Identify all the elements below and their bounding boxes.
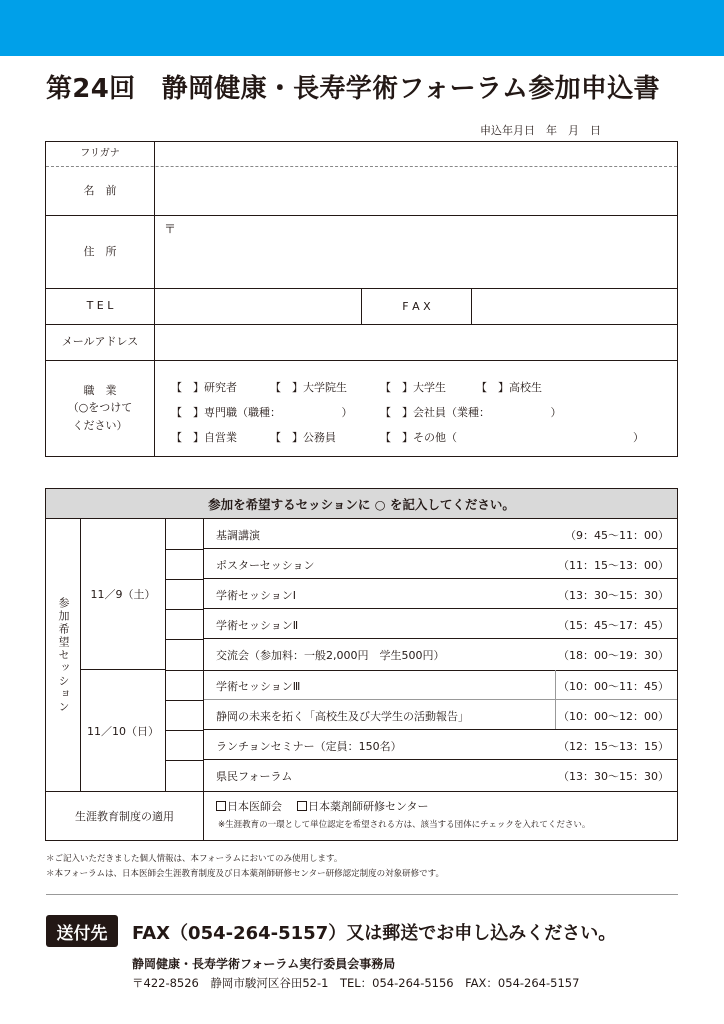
session-row[interactable] bbox=[204, 639, 677, 670]
name-row[interactable] bbox=[46, 166, 677, 215]
session-time: （12：15〜13：15） bbox=[558, 740, 669, 753]
divider bbox=[166, 700, 204, 701]
session-name: 基調講演 bbox=[216, 529, 260, 542]
session-time: （13：30〜15：30） bbox=[558, 589, 669, 602]
tel-label: T E L bbox=[46, 288, 155, 324]
postal-mark: 〒 bbox=[164, 222, 177, 236]
occupation-label-line: （○をつけて bbox=[67, 401, 133, 415]
application-form bbox=[45, 141, 678, 457]
session-table bbox=[45, 488, 678, 841]
option-jma[interactable]: 日本医師会 bbox=[227, 800, 282, 813]
note-line: ＊ご記入いただきました個人情報は、本フォーラムにおいてのみ使用します。 bbox=[46, 854, 343, 864]
checkbox-icon[interactable] bbox=[216, 801, 226, 811]
session-time: （9：45〜11：00） bbox=[565, 529, 669, 542]
session-row[interactable] bbox=[204, 579, 677, 609]
session-time: （13：30〜15：30） bbox=[558, 770, 669, 783]
session-time: （18：00〜19：30） bbox=[558, 649, 669, 662]
session-row[interactable] bbox=[204, 700, 677, 730]
send-to-badge: 送付先 bbox=[46, 915, 118, 947]
session-name: 静岡の未来を拓く「高校生及び大学生の活動報告」 bbox=[216, 710, 469, 723]
occupation-option-researcher[interactable]: 【 】研究者 bbox=[171, 381, 237, 394]
session-row[interactable] bbox=[204, 670, 677, 700]
session-side-label-text: 参加希望セッション bbox=[57, 596, 70, 714]
occupation-option-self-employed[interactable]: 【 】自営業 bbox=[171, 431, 237, 444]
send-instruction: FAX（054-264-5157）又は郵送でお申し込みください。 bbox=[132, 923, 617, 944]
divider bbox=[555, 700, 556, 729]
fax-label: F A X bbox=[402, 299, 431, 313]
session-time: （10：00〜11：45） bbox=[558, 680, 669, 693]
divider bbox=[166, 609, 204, 610]
session-name: 学術セッションⅢ bbox=[216, 680, 301, 693]
occupation-label bbox=[46, 360, 155, 456]
session-name: 学術セッションⅠ bbox=[216, 589, 297, 602]
email-label: メールアドレス bbox=[46, 324, 155, 360]
address-row[interactable] bbox=[46, 215, 677, 288]
session-name: 交流会（参加料：一般2,000円 学生500円） bbox=[216, 649, 445, 662]
session-side-label bbox=[46, 519, 81, 791]
occupation-option-univ-student[interactable]: 【 】大学生 bbox=[380, 381, 446, 394]
furigana-label: フリガナ bbox=[46, 142, 155, 166]
application-date: 申込年月日 年 月 日 bbox=[480, 124, 601, 137]
session-name: ランチョンセミナー（定員：150名） bbox=[216, 740, 402, 753]
continuing-education-note: ※生涯教育の一環として単位認定を希望される方は、該当する団体にチェックを入れてください。 bbox=[218, 820, 591, 830]
session-time: （10：00〜12：00） bbox=[558, 710, 669, 723]
page-title: 第24回 静岡健康・長寿学術フォーラム参加申込書 bbox=[46, 74, 660, 104]
session-name: 学術セッションⅡ bbox=[216, 619, 299, 632]
session-name: ポスターセッション bbox=[216, 559, 315, 572]
notes bbox=[46, 852, 444, 882]
occupation-option-employee[interactable]: 【 】会社員（業種： ） bbox=[380, 406, 562, 419]
occupation-label-line: ください） bbox=[72, 418, 128, 432]
email-row[interactable] bbox=[46, 324, 677, 360]
day2-label: 11／10（日） bbox=[81, 670, 166, 791]
office-address: 〒422-8526 静岡市駿河区谷田52-1 TEL：054-264-5156 FAX：054-264-5157 bbox=[132, 976, 580, 990]
occupation-option-other[interactable]: 【 】その他（ ） bbox=[380, 431, 644, 444]
session-time: （15：45〜17：45） bbox=[558, 619, 669, 632]
continuing-education-label: 生涯教育制度の適用 bbox=[46, 791, 204, 840]
continuing-education-options bbox=[216, 798, 429, 814]
option-pharmacist-center[interactable]: 日本薬剤師研修センター bbox=[308, 800, 429, 813]
divider bbox=[166, 760, 204, 761]
session-name: 県民フォーラム bbox=[216, 770, 293, 783]
divider bbox=[166, 730, 204, 731]
session-row[interactable] bbox=[204, 760, 677, 791]
session-row[interactable] bbox=[204, 549, 677, 579]
divider bbox=[166, 579, 204, 580]
office-name: 静岡健康・長寿学術フォーラム実行委員会事務局 bbox=[132, 957, 396, 971]
mark-column bbox=[166, 519, 204, 791]
session-row[interactable] bbox=[204, 609, 677, 639]
divider bbox=[166, 549, 204, 550]
session-row[interactable] bbox=[204, 730, 677, 760]
name-label: 名 前 bbox=[46, 166, 155, 215]
divider bbox=[46, 894, 678, 895]
occupation-option-civil-servant[interactable]: 【 】公務員 bbox=[270, 431, 336, 444]
session-row[interactable] bbox=[204, 519, 677, 549]
day1-label: 11／9（土） bbox=[81, 519, 166, 670]
session-heading: 参加を希望するセッションに ○ を記入してください。 bbox=[46, 489, 677, 519]
session-time: （11：15〜13：00） bbox=[558, 559, 669, 572]
divider bbox=[555, 670, 556, 699]
occupation-option-high-school[interactable]: 【 】高校生 bbox=[476, 381, 542, 394]
occupation-label-line: 職 業 bbox=[83, 384, 117, 398]
top-color-bar bbox=[0, 0, 724, 56]
divider bbox=[471, 288, 472, 324]
occupation-option-professional[interactable]: 【 】専門職（職種： ） bbox=[171, 406, 353, 419]
occupation-option-grad-student[interactable]: 【 】大学院生 bbox=[270, 381, 347, 394]
divider bbox=[166, 639, 204, 640]
checkbox-icon[interactable] bbox=[297, 801, 307, 811]
note-line: ＊本フォーラムは、日本医師会生涯教育制度及び日本薬剤師研修センター研修認定制度の対象研修です。 bbox=[46, 869, 444, 879]
address-label: 住 所 bbox=[46, 215, 155, 288]
furigana-row[interactable] bbox=[46, 142, 677, 166]
